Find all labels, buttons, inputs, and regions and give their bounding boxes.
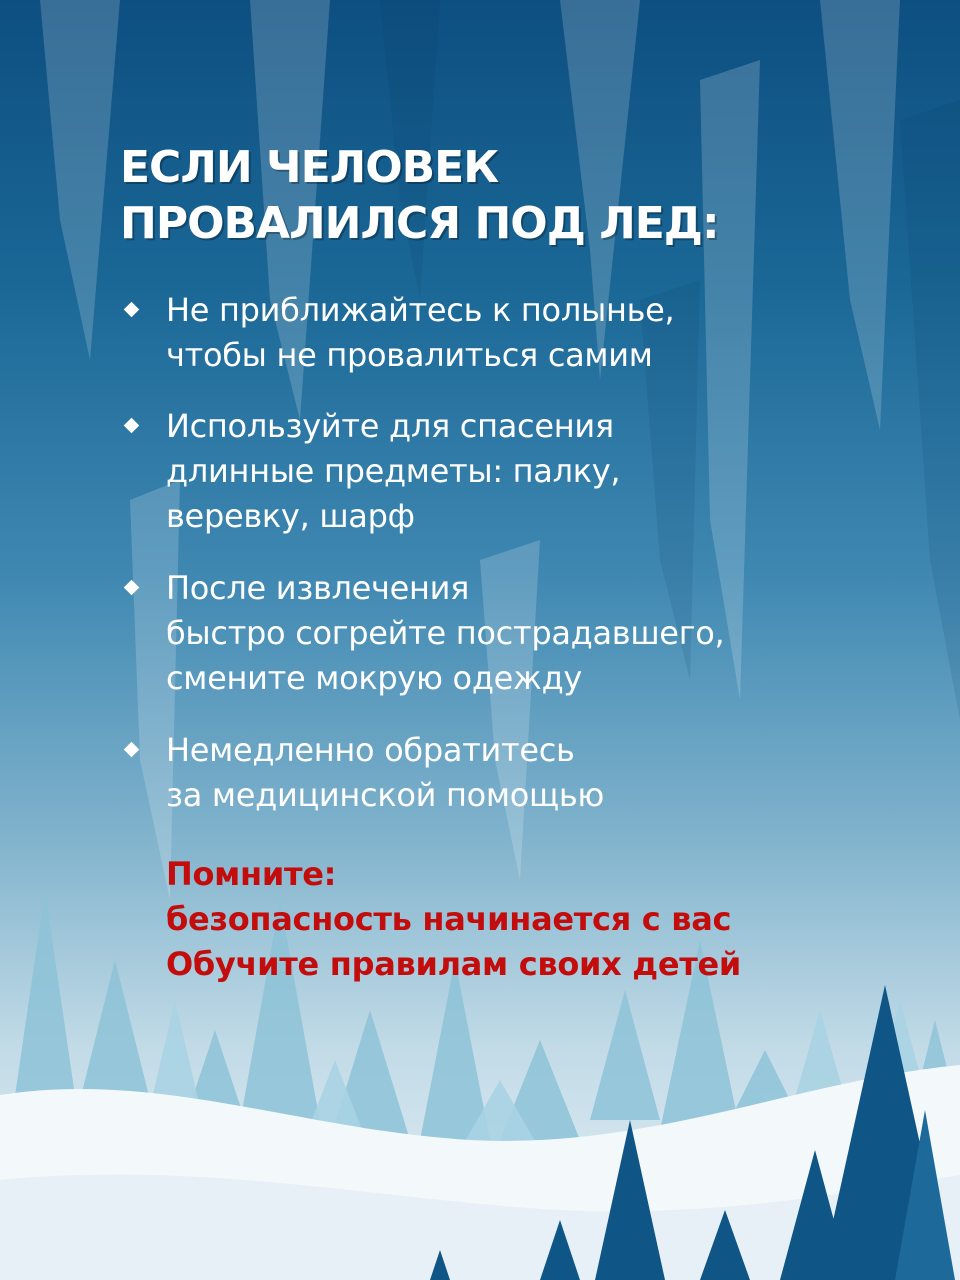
reminder-block — [166, 852, 741, 987]
advice-line: за медицинской помощью — [166, 776, 605, 814]
reminder-line: Обучите правилам своих детей — [166, 945, 742, 983]
advice-line: смените мокрую одежду — [166, 659, 583, 697]
advice-item-keep-distance — [120, 288, 674, 378]
advice-line: Не приближайтесь к полынье, — [166, 291, 675, 329]
advice-item-medical-help — [120, 728, 604, 818]
advice-text — [166, 288, 674, 378]
diamond-bullet-icon — [124, 418, 140, 434]
advice-line: веревку, шарф — [166, 497, 415, 535]
advice-line: быстро согрейте пострадавшего, — [166, 614, 725, 652]
advice-line: После извлечения — [166, 569, 470, 607]
title-line-2: ПРОВАЛИЛСЯ ПОД ЛЕД: — [120, 198, 719, 249]
reminder-line: безопасность начинается с вас — [166, 900, 732, 938]
diamond-bullet-icon — [124, 742, 140, 758]
advice-item-warm-up — [120, 566, 724, 701]
advice-text — [166, 566, 724, 701]
advice-line: чтобы не провалиться самим — [166, 336, 653, 374]
advice-line: длинные предметы: палку, — [166, 452, 621, 490]
advice-line: Немедленно обратитесь — [166, 731, 575, 769]
advice-text — [166, 728, 604, 818]
diamond-bullet-icon — [124, 580, 140, 596]
advice-text — [166, 404, 620, 539]
advice-item-use-long-objects — [120, 404, 620, 539]
diamond-bullet-icon — [124, 302, 140, 318]
title-line-1: ЕСЛИ ЧЕЛОВЕК — [120, 142, 499, 193]
reminder-heading: Помните: — [166, 855, 337, 893]
advice-line: Используйте для спасения — [166, 407, 614, 445]
poster-title — [120, 140, 719, 252]
